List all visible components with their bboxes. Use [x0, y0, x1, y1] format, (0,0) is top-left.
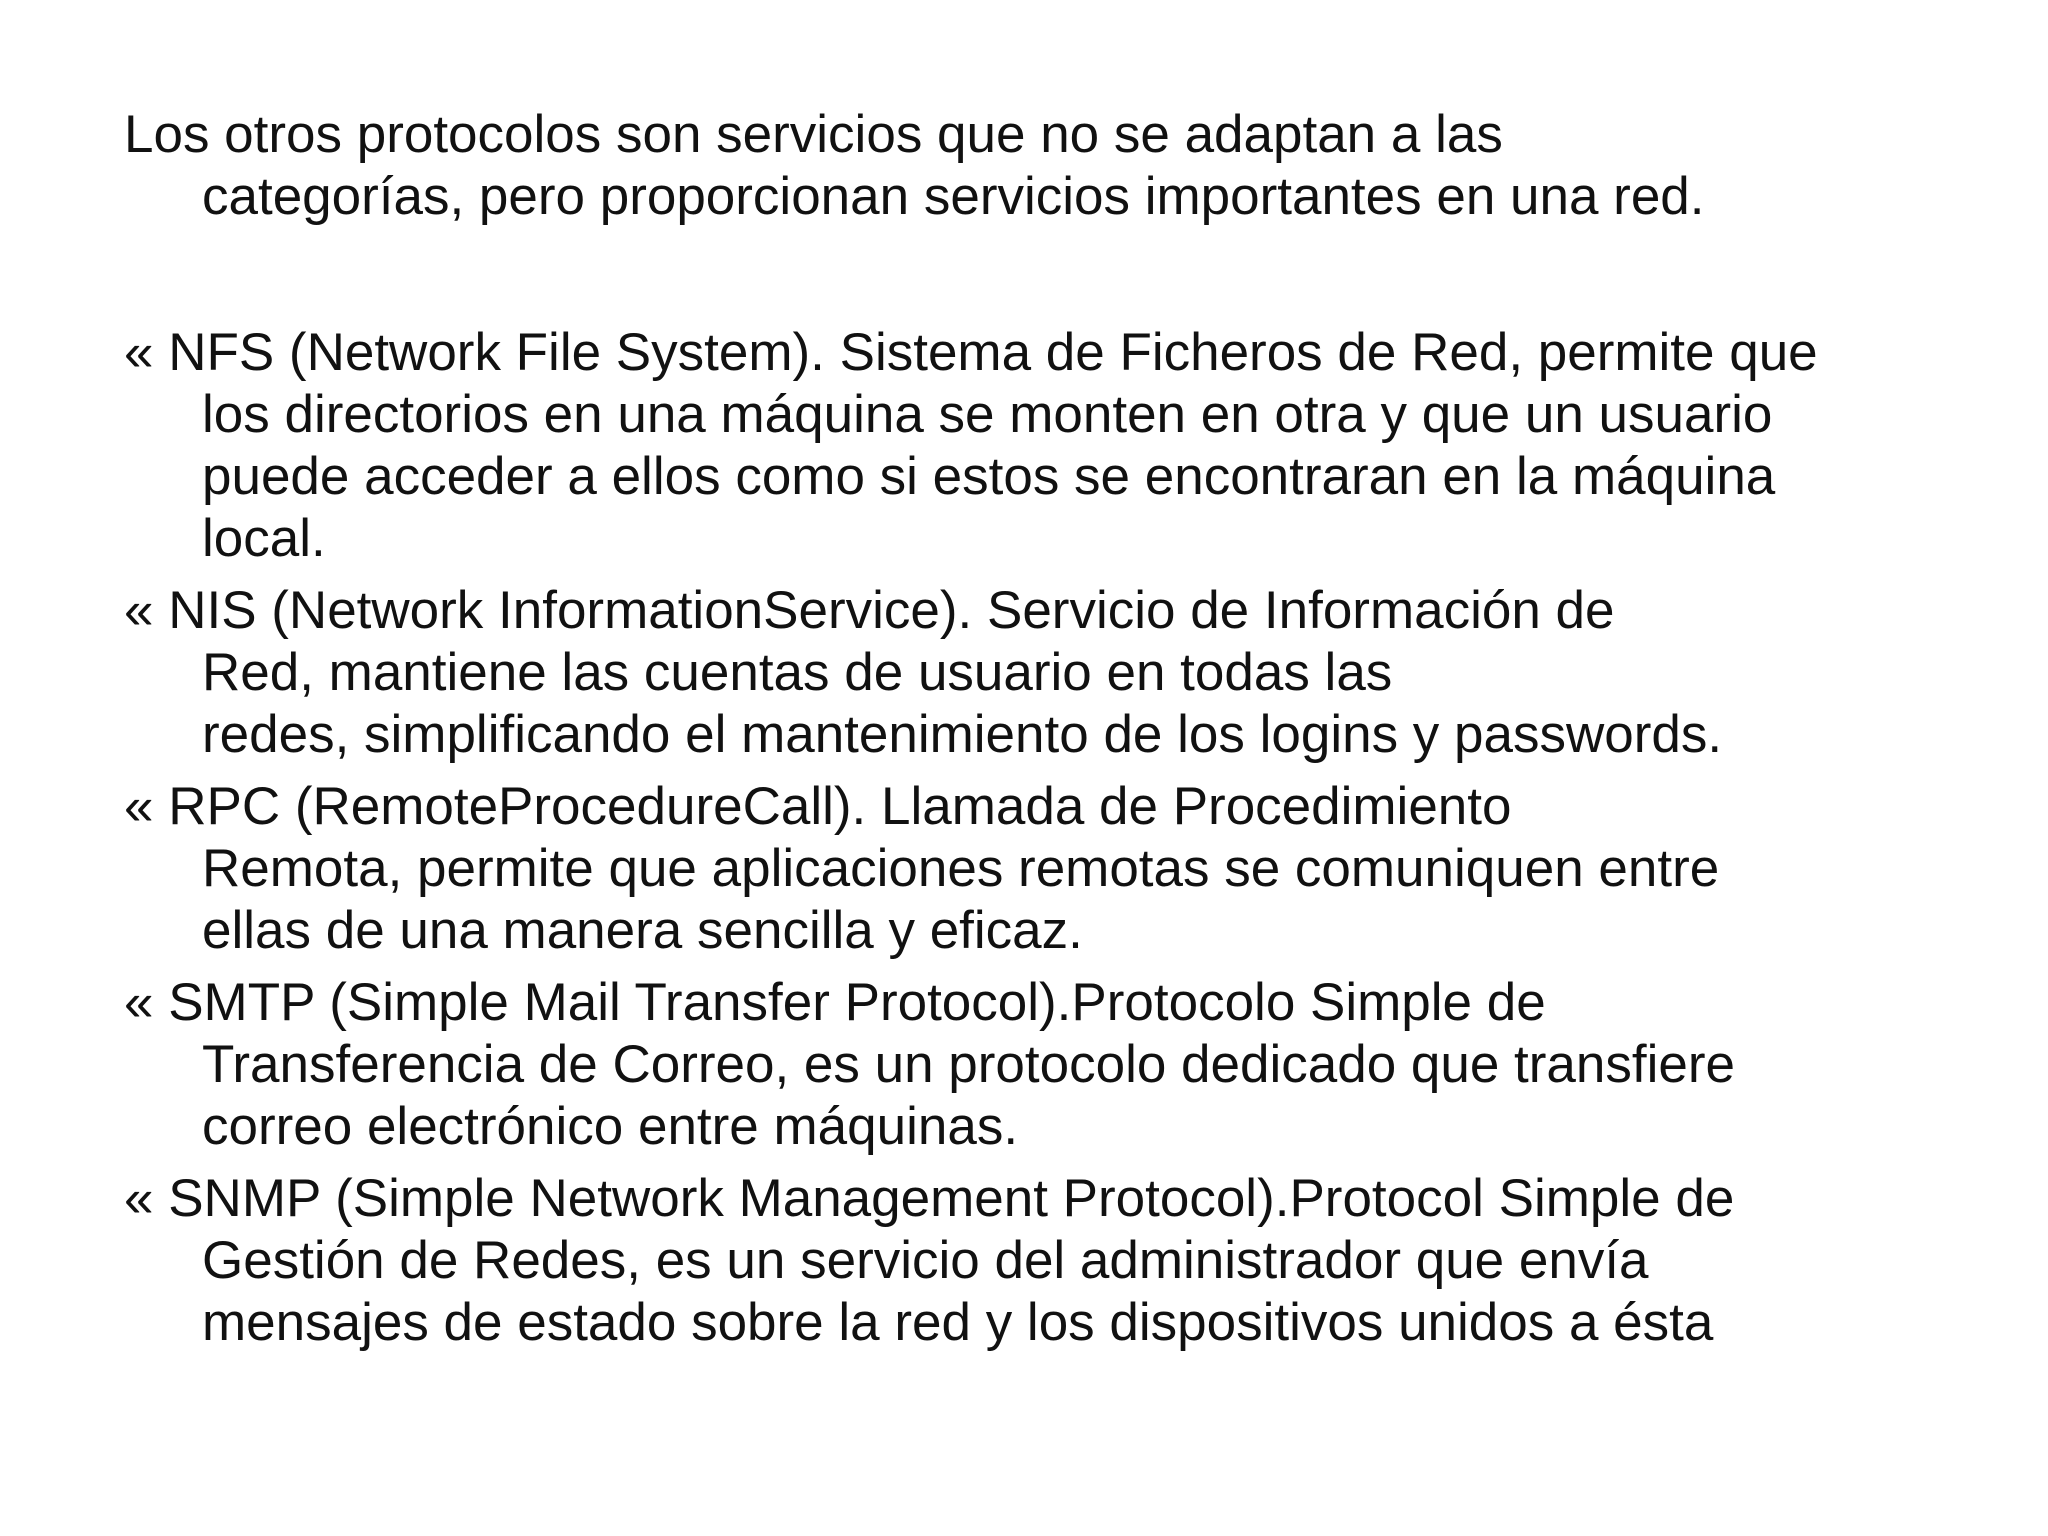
intro-paragraph: Los otros protocolos son servicios que no se adaptan a las categorías, pero proporcionan servicios importantes en una red.: [124, 105, 1705, 226]
protocol-item-rpc: « RPC (RemoteProcedureCall). Llamada de Procedimiento Remota, permite que aplicaciones remotas se comuniquen entre ellas de una manera sencilla y eficaz.: [124, 777, 1720, 960]
slide-body: [124, 104, 1984, 1364]
protocol-item-smtp: « SMTP (Simple Mail Transfer Protocol).Protocolo Simple de Transferencia de Correo, es un protocolo dedicado que transfiere correo electrónico entre máquinas.: [124, 973, 1735, 1156]
protocol-item-nfs: « NFS (Network File System). Sistema de Ficheros de Red, permite que los directorios en una máquina se monten en otra y que un usuario puede acceder a ellos como si estos se encontraran en la máquina local.: [124, 323, 1818, 568]
protocol-item-nis: « NIS (Network InformationService). Servicio de Información de Red, mantiene las cuentas de usuario en todas las redes, simplificando el mantenimiento de los logins y passwords.: [124, 581, 1723, 764]
protocol-item-snmp: « SNMP (Simple Network Management Protocol).Protocol Simple de Gestión de Redes, es un servicio del administrador que envía mensajes de estado sobre la red y los dispositivos unidos a ésta: [124, 1169, 1735, 1352]
